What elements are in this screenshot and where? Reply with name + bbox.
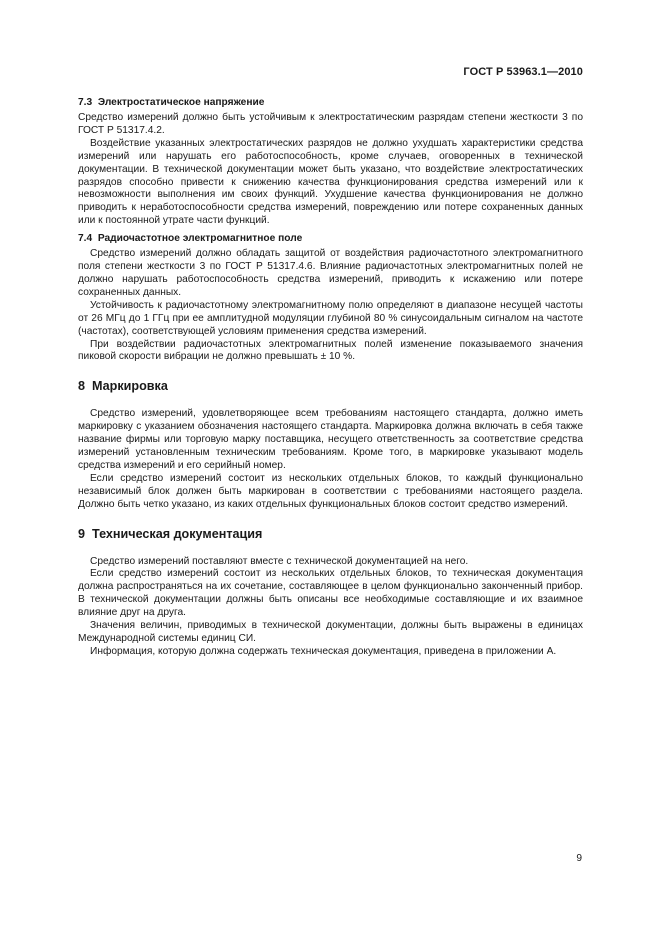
paragraph (78, 138, 583, 228)
paragraph-text: Если средство измерений состоит из нескольких отдельных блоков, то техническая документация должна распространяться на их сочетание, составляющее в целом функционально законченный прибор. В технической документации должны быть описаны все необходимые составляющие и их взаимное влияние друг на друга. (78, 568, 583, 619)
paragraph (78, 556, 583, 569)
paragraph-text: Значения величин, приводимых в технической документации, должны быть выражены в единицах Международной системы единиц СИ. (78, 620, 583, 644)
paragraph-text: Средство измерений поставляют вместе с технической документацией на него. (90, 555, 469, 567)
paragraph (78, 568, 583, 620)
paragraph-text: Средство измерений, удовлетворяющее всем требованиям настоящего стандарта, должно иметь маркировку с указанием обозначения настоящего стандарта. Маркировка должна включать в себя также название фирмы или торговую марку поставщика, несущего ответственность за соответствие средства измерений установленным техническим требованиям. Кроме того, в маркировке указывают модель средства измерений и его серийный номер. (78, 408, 583, 471)
paragraph (78, 112, 583, 138)
paragraph (78, 473, 583, 512)
section-heading-8: 8 Маркировка (78, 379, 168, 394)
paragraph (78, 408, 583, 473)
paragraph-text: При воздействии радиочастотных электромагнитных полей изменение показываемого значения пиковой скорости вибрации не должно превышать ± 10 %. (78, 338, 583, 363)
paragraph-text: Средство измерений должно обладать защитой от воздействия радиочастотного электромагнитного поля степени жесткости 3 по ГОСТ Р 51317.4.6. Влияние радиочастотных электромагнитных полей не должно нарушать работоспособность средства измерений, приводить к искажению или потере сохраненных данных. (78, 248, 583, 298)
subsection-heading-7-4: 7.4 Радиочастотное электромагнитное поле (78, 233, 303, 245)
document-header: ГОСТ Р 53963.1—2010 (463, 66, 583, 78)
paragraph (78, 620, 583, 646)
document-body (78, 96, 583, 659)
paragraph-text: Информация, которую должна содержать техническая документация, приведена в приложении А. (90, 645, 557, 657)
paragraph-text: Если средство измерений состоит из нескольких отдельных блоков, то каждый функционально независимый блок должен быть маркирован в соответствии с требованиями настоящего раздела. Должно быть четко указано, из каких отдельных функциональных блоков состоит средство измерений. (78, 472, 583, 510)
paragraph (78, 300, 583, 339)
paragraph (78, 646, 583, 659)
paragraph (78, 339, 583, 365)
paragraph-text: Устойчивость к радиочастотному электромагнитному полю определяют в диапазоне несущей частоты от 26 МГц до 1 ГГц при ее амплитудной модуляции глубиной 80 % синусоидальным сигналом на частоте (частотах), соответствующей условиям применения средства измерений. (78, 299, 583, 337)
paragraph-text: Средство измерений должно быть устойчивым к электростатическим разрядам степени жесткости 3 по ГОСТ Р 51317.4.2. (78, 112, 583, 136)
section-heading-9: 9 Техническая документация (78, 526, 263, 541)
paragraph (78, 248, 583, 300)
subsection-heading-7-3: 7.3 Электростатическое напряжение (78, 97, 265, 108)
paragraph-text: Воздействие указанных электростатических разрядов не должно ухудшать характеристики средства измерений или нарушать его работоспособность, кроме случаев, оговоренных в технической документации. В технической документации может быть указано, что воздействие электростатических разрядов способно привести к снижению качества функционирования средства измерений или к невозможности выполнения им своих функций. Ухудшение качества функционирования не должно приводить к неработоспособности средства измерений, повреждению или потере сохраненных данных или к постоянной утрате части функций. (78, 137, 583, 227)
page-number: 9 (576, 853, 582, 864)
